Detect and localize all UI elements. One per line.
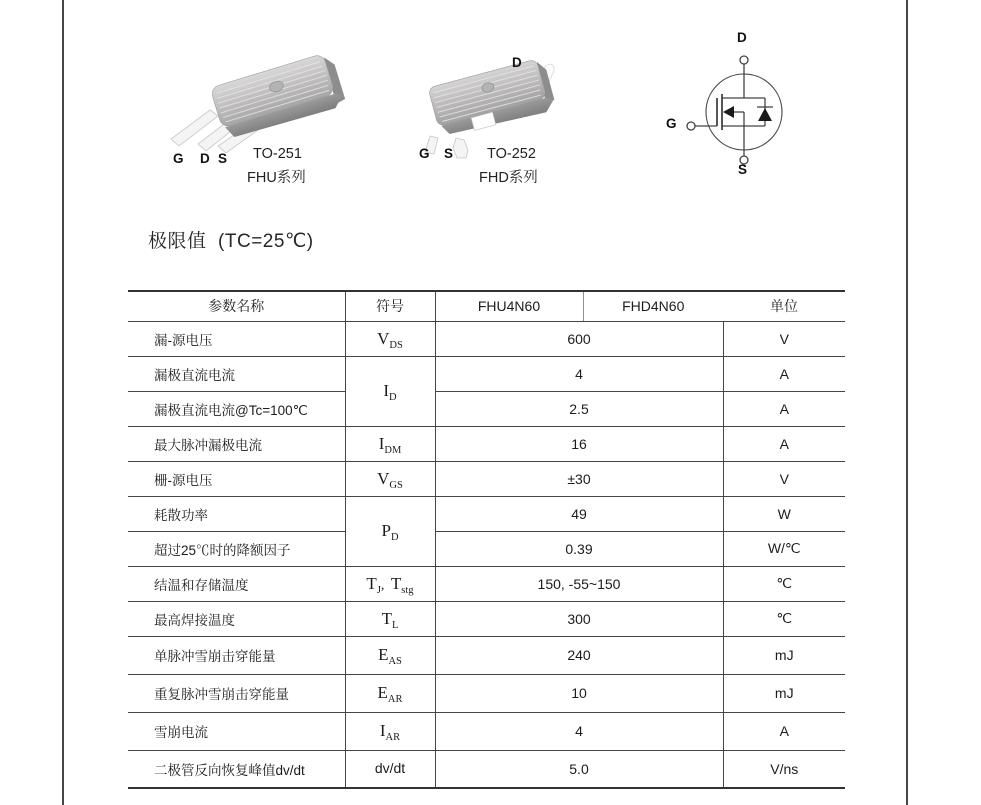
param-cell: 漏极直流电流 bbox=[128, 356, 345, 391]
symbol-cell: $T_J$, $T_{stg}$ bbox=[345, 566, 435, 601]
table-row bbox=[128, 601, 845, 636]
to252-package-name: TO-252 bbox=[487, 146, 536, 162]
symbol-cell: $I_D$ bbox=[345, 356, 435, 426]
unit-cell: ℃ bbox=[723, 601, 845, 636]
value-cell: 2.5 bbox=[435, 391, 723, 426]
symbol-cell: $V_{DS}$ bbox=[345, 321, 435, 356]
table-header-row bbox=[128, 291, 845, 321]
param-cell: 最大脉冲漏极电流 bbox=[128, 426, 345, 461]
symbol-cell: $T_L$ bbox=[345, 601, 435, 636]
symbol-source-label: S bbox=[738, 162, 748, 177]
symbol-cell: $E_{AR}$ bbox=[345, 674, 435, 712]
symbol-cell: dv/dt bbox=[345, 750, 435, 788]
table-row bbox=[128, 712, 845, 750]
param-cell: 超过25℃时的降额因子 bbox=[128, 531, 345, 566]
to252-pin-s-label: S bbox=[444, 146, 454, 161]
symbol-cell: $E_{AS}$ bbox=[345, 636, 435, 674]
col-header-unit: 单位 bbox=[723, 291, 845, 321]
unit-cell: A bbox=[723, 712, 845, 750]
page-border-right bbox=[906, 0, 908, 805]
value-cell: 150, -55~150 bbox=[435, 566, 723, 601]
section-title: 极限值 (TC=25℃) bbox=[148, 231, 314, 252]
value-cell: 4 bbox=[435, 712, 723, 750]
table-row bbox=[128, 461, 845, 496]
unit-cell: A bbox=[723, 391, 845, 426]
page-border-left bbox=[62, 0, 64, 805]
unit-cell: A bbox=[723, 426, 845, 461]
unit-cell: V bbox=[723, 321, 845, 356]
value-cell: 49 bbox=[435, 496, 723, 531]
param-cell: 单脉冲雪崩击穿能量 bbox=[128, 636, 345, 674]
table-row bbox=[128, 636, 845, 674]
param-cell: 二极管反向恢复峰值dv/dt bbox=[128, 750, 345, 788]
param-cell: 栅-源电压 bbox=[128, 461, 345, 496]
unit-cell: V bbox=[723, 461, 845, 496]
ratings-table bbox=[128, 290, 845, 789]
symbol-cell: $V_{GS}$ bbox=[345, 461, 435, 496]
col-header-fhu4n60: FHU4N60 bbox=[435, 291, 583, 321]
to251-pin-g-label: G bbox=[173, 151, 184, 166]
unit-cell: W/℃ bbox=[723, 531, 845, 566]
value-cell: ±30 bbox=[435, 461, 723, 496]
symbol-drain-label: D bbox=[737, 30, 747, 45]
value-cell: 0.39 bbox=[435, 531, 723, 566]
value-cell: 600 bbox=[435, 321, 723, 356]
to252-series-name: FHD系列 bbox=[479, 170, 538, 186]
value-cell: 4 bbox=[435, 356, 723, 391]
table-row bbox=[128, 356, 845, 391]
to251-series-name: FHU系列 bbox=[247, 170, 306, 186]
symbol-cell: $P_D$ bbox=[345, 496, 435, 566]
table-row bbox=[128, 496, 845, 531]
col-header-fhd4n60: FHD4N60 bbox=[583, 291, 723, 321]
value-cell: 5.0 bbox=[435, 750, 723, 788]
table-row bbox=[128, 674, 845, 712]
unit-cell: W bbox=[723, 496, 845, 531]
symbol-cell: $I_{DM}$ bbox=[345, 426, 435, 461]
value-cell: 16 bbox=[435, 426, 723, 461]
to251-pin-s-label: S bbox=[218, 151, 228, 166]
unit-cell: mJ bbox=[723, 674, 845, 712]
unit-cell: A bbox=[723, 356, 845, 391]
symbol-cell: $I_{AR}$ bbox=[345, 712, 435, 750]
param-cell: 漏-源电压 bbox=[128, 321, 345, 356]
value-cell: 10 bbox=[435, 674, 723, 712]
symbol-gate-label: G bbox=[666, 116, 677, 131]
unit-cell: mJ bbox=[723, 636, 845, 674]
value-cell: 240 bbox=[435, 636, 723, 674]
to251-pin-d-label: D bbox=[200, 151, 210, 166]
col-header-param: 参数名称 bbox=[128, 291, 345, 321]
to252-pin-d-label: D bbox=[512, 55, 522, 70]
to251-package-name: TO-251 bbox=[253, 146, 302, 162]
table-row bbox=[128, 750, 845, 788]
table-row bbox=[128, 531, 845, 566]
param-cell: 漏极直流电流@Tc=100℃ bbox=[128, 391, 345, 426]
table-row bbox=[128, 566, 845, 601]
param-cell: 重复脉冲雪崩击穿能量 bbox=[128, 674, 345, 712]
value-cell: 300 bbox=[435, 601, 723, 636]
table-row bbox=[128, 391, 845, 426]
unit-cell: ℃ bbox=[723, 566, 845, 601]
mosfet-symbol-image bbox=[655, 22, 835, 177]
param-cell: 耗散功率 bbox=[128, 496, 345, 531]
table-row bbox=[128, 426, 845, 461]
unit-cell: V/ns bbox=[770, 760, 799, 777]
param-cell: 雪崩电流 bbox=[128, 712, 345, 750]
to252-pin-g-label: G bbox=[419, 146, 430, 161]
col-header-symbol: 符号 bbox=[345, 291, 435, 321]
param-cell: 结温和存储温度 bbox=[128, 566, 345, 601]
param-cell: 最高焊接温度 bbox=[128, 601, 345, 636]
table-row bbox=[128, 321, 845, 356]
